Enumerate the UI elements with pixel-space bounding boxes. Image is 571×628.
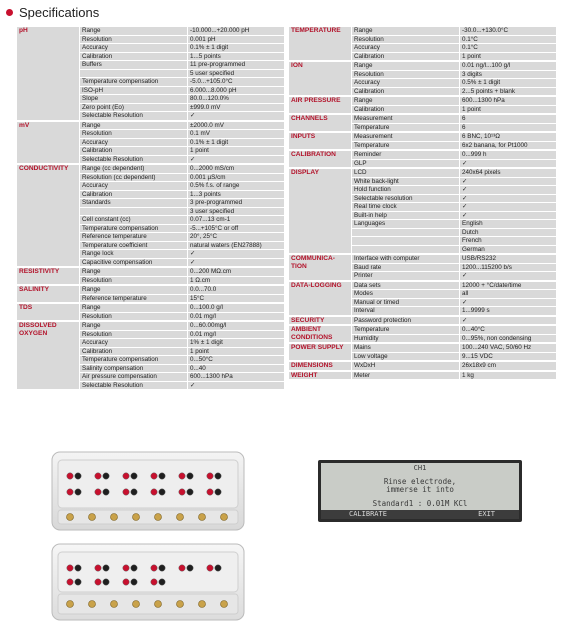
spec-parameter	[80, 69, 188, 78]
banana-jack	[179, 489, 185, 495]
spec-value: English	[460, 220, 557, 229]
spec-value: 0.5% f.s. of range	[188, 182, 285, 191]
spec-parameter: Calibration	[352, 52, 460, 61]
spec-row	[17, 267, 285, 276]
spec-value: French	[460, 237, 557, 246]
spec-parameter: Selectable Resolution	[80, 155, 188, 164]
banana-jack	[187, 473, 193, 479]
spec-category: TDS	[17, 303, 80, 321]
spec-value: 1...3 points	[188, 190, 285, 199]
spec-value: 0...999 h	[460, 150, 557, 159]
spec-parameter	[352, 237, 460, 246]
banana-jack	[103, 579, 109, 585]
spec-value: 0.0...70.0	[188, 285, 285, 294]
banana-jack	[131, 579, 137, 585]
spec-parameter: Zero point (Eo)	[80, 103, 188, 112]
spec-row	[289, 343, 557, 352]
banana-jack	[187, 565, 193, 571]
spec-row	[289, 27, 557, 36]
spec-parameter: Manual or timed	[352, 298, 460, 307]
spec-category: RESISTIVITY	[17, 267, 80, 285]
banana-jack	[123, 579, 129, 585]
spec-parameter: Languages	[352, 220, 460, 229]
spec-parameter: Range	[80, 267, 188, 276]
spec-value: 0...100.0 g/l	[188, 303, 285, 312]
spec-parameter: Range	[80, 27, 188, 36]
spec-value: ✓	[188, 250, 285, 259]
spec-value: 15°C	[188, 294, 285, 303]
banana-jack	[215, 489, 221, 495]
spec-value: -5.0...+105.0°C	[188, 78, 285, 87]
spec-value: ✓	[460, 298, 557, 307]
banana-jack	[179, 565, 185, 571]
spec-value: USB/RS232	[460, 254, 557, 263]
banana-jack	[95, 489, 101, 495]
spec-value: ✓	[188, 112, 285, 121]
spec-value: 1 point	[460, 52, 557, 61]
bnc-connector	[111, 601, 118, 608]
spec-value: ✓	[460, 159, 557, 168]
spec-value: 6	[460, 123, 557, 132]
spec-value: ✓	[188, 155, 285, 164]
spec-parameter: WxDxH	[352, 361, 460, 371]
spec-category: CONDUCTIVITY	[17, 164, 80, 267]
spec-row	[289, 361, 557, 371]
spec-row	[289, 316, 557, 326]
spec-parameter: Measurement	[352, 114, 460, 123]
spec-value: 0.1 mV	[188, 130, 285, 139]
spec-parameter: Range	[80, 321, 188, 330]
banana-jack	[95, 579, 101, 585]
spec-category: WEIGHT	[289, 371, 352, 380]
spec-value: 0.01 ng/l...100 g/l	[460, 61, 557, 70]
spec-category: AMBIENT CONDITIONS	[289, 325, 352, 343]
spec-row	[289, 371, 557, 380]
spec-row	[17, 121, 285, 130]
spec-value: 0.1% ± 1 digit	[188, 138, 285, 147]
spec-value: ✓	[460, 177, 557, 186]
spec-category: COMMUNICA-TION	[289, 254, 352, 281]
spec-parameter: Meter	[352, 371, 460, 380]
spec-value: 11 pre-programmed	[188, 61, 285, 70]
bnc-connector	[221, 514, 228, 521]
lcd-line-2: immerse it into	[386, 485, 454, 494]
banana-jack	[131, 489, 137, 495]
spec-value: -10.000...+20.000 pH	[188, 27, 285, 36]
spec-value: 0...95%, non condensing	[460, 334, 557, 343]
spec-parameter: Range	[352, 61, 460, 70]
spec-value: 0.001 pH	[188, 35, 285, 44]
spec-parameter: Calibration	[80, 347, 188, 356]
spec-value: all	[460, 290, 557, 299]
spec-value: 240x64 pixels	[460, 168, 557, 177]
spec-value: Dutch	[460, 228, 557, 237]
spec-value: 0...40	[188, 364, 285, 373]
banana-jack	[75, 489, 81, 495]
bnc-connector	[177, 514, 184, 521]
spec-parameter: Accuracy	[80, 339, 188, 348]
spec-parameter: Accuracy	[80, 182, 188, 191]
spec-parameter: Hold function	[352, 186, 460, 195]
spec-row	[289, 281, 557, 290]
spec-parameter: Air pressure compensation	[80, 373, 188, 382]
spec-value: -5...+105°C or off	[188, 224, 285, 233]
spec-value: ✓	[460, 272, 557, 281]
spec-value: 600...1300 hPa	[460, 96, 557, 105]
spec-value: ±999.0 mV	[188, 103, 285, 112]
spec-row	[289, 96, 557, 105]
spec-parameter: Temperature coefficient	[80, 241, 188, 250]
banana-jack	[151, 565, 157, 571]
spec-value: 0.01 mg/l	[188, 330, 285, 339]
banana-jack	[131, 473, 137, 479]
banana-jack	[123, 489, 129, 495]
spec-value: 3 pre-programmed	[188, 199, 285, 208]
spec-value: ✓	[460, 186, 557, 195]
spec-parameter: Resolution	[80, 35, 188, 44]
spec-value: 0.1% ± 1 digit	[188, 44, 285, 53]
banana-jack	[75, 579, 81, 585]
spec-value: ✓	[460, 194, 557, 203]
banana-jack	[103, 489, 109, 495]
banana-jack	[159, 473, 165, 479]
spec-row	[289, 61, 557, 70]
spec-value: 20°, 25°C	[188, 233, 285, 242]
spec-parameter: Calibration	[80, 147, 188, 156]
lcd-line-1: Rinse electrode,	[383, 477, 457, 486]
spec-value: 0...200 MΩ.cm	[188, 267, 285, 276]
spec-category: SALINITY	[17, 285, 80, 303]
spec-parameter: Temperature compensation	[80, 356, 188, 365]
spec-parameter: Salinity compensation	[80, 364, 188, 373]
banana-jack	[207, 473, 213, 479]
lcd-line-3: Standard1 : 0.01M KCl	[372, 499, 468, 508]
spec-category: DATA-LOGGING	[289, 281, 352, 316]
spec-table-right	[288, 26, 557, 380]
spec-parameter: Standards	[80, 199, 188, 208]
spec-parameter: Interval	[352, 307, 460, 316]
spec-category: pH	[17, 27, 80, 121]
spec-value: 3 digits	[460, 70, 557, 79]
spec-value: 0.01 mg/l	[188, 312, 285, 321]
banana-jack	[67, 473, 73, 479]
banana-jack	[159, 565, 165, 571]
banana-jack	[95, 473, 101, 479]
banana-jack	[215, 473, 221, 479]
spec-value: 1 Ω.cm	[188, 276, 285, 285]
spec-value: ✓	[460, 203, 557, 212]
spec-parameter: Range	[80, 303, 188, 312]
spec-value: 6	[460, 114, 557, 123]
spec-parameter: Capacitive compensation	[80, 258, 188, 267]
bnc-connector	[89, 514, 96, 521]
spec-parameter: ISO-pH	[80, 86, 188, 95]
spec-value: 100...240 VAC, 50/60 Hz	[460, 343, 557, 352]
device-photo-front	[48, 446, 248, 534]
spec-value: 2...5 points + blank	[460, 87, 557, 96]
lcd-softkey-calibrate: CALIBRATE	[349, 510, 387, 518]
banana-jack	[75, 565, 81, 571]
spec-value: 1 point	[188, 347, 285, 356]
banana-jack	[123, 473, 129, 479]
bnc-connector	[89, 601, 96, 608]
red-dot-icon	[6, 9, 13, 16]
spec-value: 0.5% ± 1 digit	[460, 79, 557, 88]
spec-parameter: Resolution	[80, 312, 188, 321]
lcd-softkey-exit: EXIT	[478, 510, 495, 518]
spec-value: ✓	[188, 381, 285, 390]
spec-row	[17, 321, 285, 330]
spec-parameter: Reminder	[352, 150, 460, 159]
spec-parameter: Selectable resolution	[352, 194, 460, 203]
spec-value: 0...50°C	[188, 356, 285, 365]
spec-row	[289, 114, 557, 123]
spec-parameter: Buffers	[80, 61, 188, 70]
spec-value: 0.001 µS/cm	[188, 173, 285, 182]
spec-row	[289, 150, 557, 159]
spec-parameter: Temperature	[352, 123, 460, 132]
spec-row	[17, 303, 285, 312]
spec-value: 80.0...120.0%	[188, 95, 285, 104]
spec-row	[17, 285, 285, 294]
spec-value: 0.1°C	[460, 44, 557, 53]
spec-category: DISPLAY	[289, 168, 352, 254]
lcd-channel: CH1	[413, 464, 427, 472]
spec-parameter: Selectable Resolution	[80, 381, 188, 390]
spec-category: TEMPERATURE	[289, 27, 352, 62]
banana-jack	[187, 489, 193, 495]
banana-jack	[151, 473, 157, 479]
spec-parameter: Real time clock	[352, 203, 460, 212]
spec-parameter: Reference temperature	[80, 233, 188, 242]
spec-row	[17, 164, 285, 173]
banana-jack	[103, 473, 109, 479]
spec-value: ✓	[188, 258, 285, 267]
page-header	[4, 4, 99, 20]
spec-value: ✓	[460, 316, 557, 326]
spec-value: 1...5 points	[188, 52, 285, 61]
spec-parameter: Humidity	[352, 334, 460, 343]
spec-row	[17, 27, 285, 36]
lcd-display	[318, 460, 522, 522]
spec-value: ✓	[460, 211, 557, 220]
lcd-softkey-bar	[321, 510, 519, 519]
spec-parameter: Range	[80, 285, 188, 294]
spec-parameter: Accuracy	[352, 79, 460, 88]
spec-category: ION	[289, 61, 352, 96]
banana-jack	[75, 473, 81, 479]
spec-parameter: Accuracy	[80, 44, 188, 53]
spec-value: 1 point	[188, 147, 285, 156]
spec-parameter: Interface with computer	[352, 254, 460, 263]
spec-value: natural waters (EN27888)	[188, 241, 285, 250]
spec-value: German	[460, 245, 557, 254]
spec-parameter: Accuracy	[80, 138, 188, 147]
banana-jack	[67, 565, 73, 571]
bnc-connector	[221, 601, 228, 608]
spec-parameter: Baud rate	[352, 263, 460, 272]
spec-parameter: Mains	[352, 343, 460, 352]
spec-parameter: Calibration	[352, 87, 460, 96]
spec-row	[289, 132, 557, 141]
spec-value: 600...1300 hPa	[188, 373, 285, 382]
spec-value: 6.000...8.000 pH	[188, 86, 285, 95]
spec-value: 1 kg	[460, 371, 557, 380]
bnc-connector	[111, 514, 118, 521]
spec-value: 6x2 banana, for Pt1000	[460, 141, 557, 150]
spec-parameter: Range	[352, 27, 460, 36]
bnc-connector	[133, 601, 140, 608]
spec-parameter: Range	[352, 96, 460, 105]
spec-parameter: Printer	[352, 272, 460, 281]
spec-parameter: Accuracy	[352, 44, 460, 53]
spec-parameter: Measurement	[352, 132, 460, 141]
banana-jack	[131, 565, 137, 571]
device-photo-rear	[48, 540, 248, 624]
spec-parameter	[352, 228, 460, 237]
spec-category: POWER SUPPLY	[289, 343, 352, 361]
banana-jack	[207, 565, 213, 571]
spec-parameter	[80, 207, 188, 216]
spec-parameter: GLP	[352, 159, 460, 168]
bnc-connector	[199, 601, 206, 608]
spec-parameter: Temperature compensation	[80, 78, 188, 87]
bnc-connector	[177, 601, 184, 608]
spec-row	[289, 254, 557, 263]
banana-jack	[179, 473, 185, 479]
spec-category: mV	[17, 121, 80, 165]
spec-parameter: Calibration	[80, 52, 188, 61]
spec-value: -30.0...+130.0°C	[460, 27, 557, 36]
spec-parameter: White back-light	[352, 177, 460, 186]
spec-value: 6 BNC, 10¹³Ω	[460, 132, 557, 141]
banana-jack	[159, 579, 165, 585]
spec-parameter: Resolution	[80, 276, 188, 285]
spec-value: ±2000.0 mV	[188, 121, 285, 130]
spec-value: 9...15 VDC	[460, 352, 557, 361]
banana-jack	[159, 489, 165, 495]
spec-category: INPUTS	[289, 132, 352, 150]
spec-row	[289, 168, 557, 177]
spec-value: 26x18x9 cm	[460, 361, 557, 371]
bnc-connector	[133, 514, 140, 521]
spec-category: DISSOLVED OXYGEN	[17, 321, 80, 390]
spec-category: DIMENSIONS	[289, 361, 352, 371]
spec-parameter: Range lock	[80, 250, 188, 259]
spec-table-left	[16, 26, 285, 390]
spec-parameter: Temperature compensation	[80, 224, 188, 233]
spec-value: 0...2000 mS/cm	[188, 164, 285, 173]
spec-value: 1200...115200 b/s	[460, 263, 557, 272]
spec-parameter: Range (cc dependent)	[80, 164, 188, 173]
spec-parameter: Modes	[352, 290, 460, 299]
spec-parameter: Temperature	[352, 141, 460, 150]
spec-parameter	[352, 245, 460, 254]
spec-value: 0.07...13 cm-1	[188, 216, 285, 225]
spec-value: 0.1°C	[460, 35, 557, 44]
banana-jack	[95, 565, 101, 571]
spec-value: 3 user specified	[188, 207, 285, 216]
spec-parameter: Resolution (cc dependent)	[80, 173, 188, 182]
banana-jack	[151, 489, 157, 495]
spec-value: 0...40°C	[460, 325, 557, 334]
banana-jack	[103, 565, 109, 571]
spec-value: 12000 + °C/date/time	[460, 281, 557, 290]
spec-parameter: Selectable Resolution	[80, 112, 188, 121]
banana-jack	[151, 579, 157, 585]
spec-parameter: Temperature	[352, 325, 460, 334]
spec-parameter: Password protection	[352, 316, 460, 326]
spec-parameter: LCD	[352, 168, 460, 177]
banana-jack	[207, 489, 213, 495]
bnc-connector	[155, 601, 162, 608]
spec-row	[289, 325, 557, 334]
spec-parameter: Resolution	[352, 70, 460, 79]
spec-category: AIR PRESSURE	[289, 96, 352, 114]
banana-jack	[215, 565, 221, 571]
spec-parameter: Calibration	[80, 190, 188, 199]
spec-category: SECURITY	[289, 316, 352, 326]
spec-parameter: Slope	[80, 95, 188, 104]
banana-jack	[67, 489, 73, 495]
bnc-connector	[199, 514, 206, 521]
bnc-connector	[67, 514, 74, 521]
spec-value: 5 user specified	[188, 69, 285, 78]
lcd-screen	[321, 463, 519, 519]
spec-parameter: Resolution	[352, 35, 460, 44]
spec-category: CALIBRATION	[289, 150, 352, 168]
spec-parameter: Resolution	[80, 130, 188, 139]
spec-value: 1 point	[460, 105, 557, 114]
banana-jack	[67, 579, 73, 585]
banana-jack	[123, 565, 129, 571]
spec-parameter: Resolution	[80, 330, 188, 339]
spec-parameter: Cell constant (cc)	[80, 216, 188, 225]
spec-parameter: Built-in help	[352, 211, 460, 220]
spec-parameter: Low voltage	[352, 352, 460, 361]
spec-value: 0...60.00mg/l	[188, 321, 285, 330]
spec-parameter: Data sets	[352, 281, 460, 290]
spec-value: 1% ± 1 digit	[188, 339, 285, 348]
spec-value: 1...9999 s	[460, 307, 557, 316]
bnc-connector	[67, 601, 74, 608]
spec-parameter: Calibration	[352, 105, 460, 114]
spec-parameter: Range	[80, 121, 188, 130]
spec-category: CHANNELS	[289, 114, 352, 132]
bnc-connector	[155, 514, 162, 521]
spec-parameter: Reference temperature	[80, 294, 188, 303]
page-title: Specifications	[19, 4, 100, 20]
